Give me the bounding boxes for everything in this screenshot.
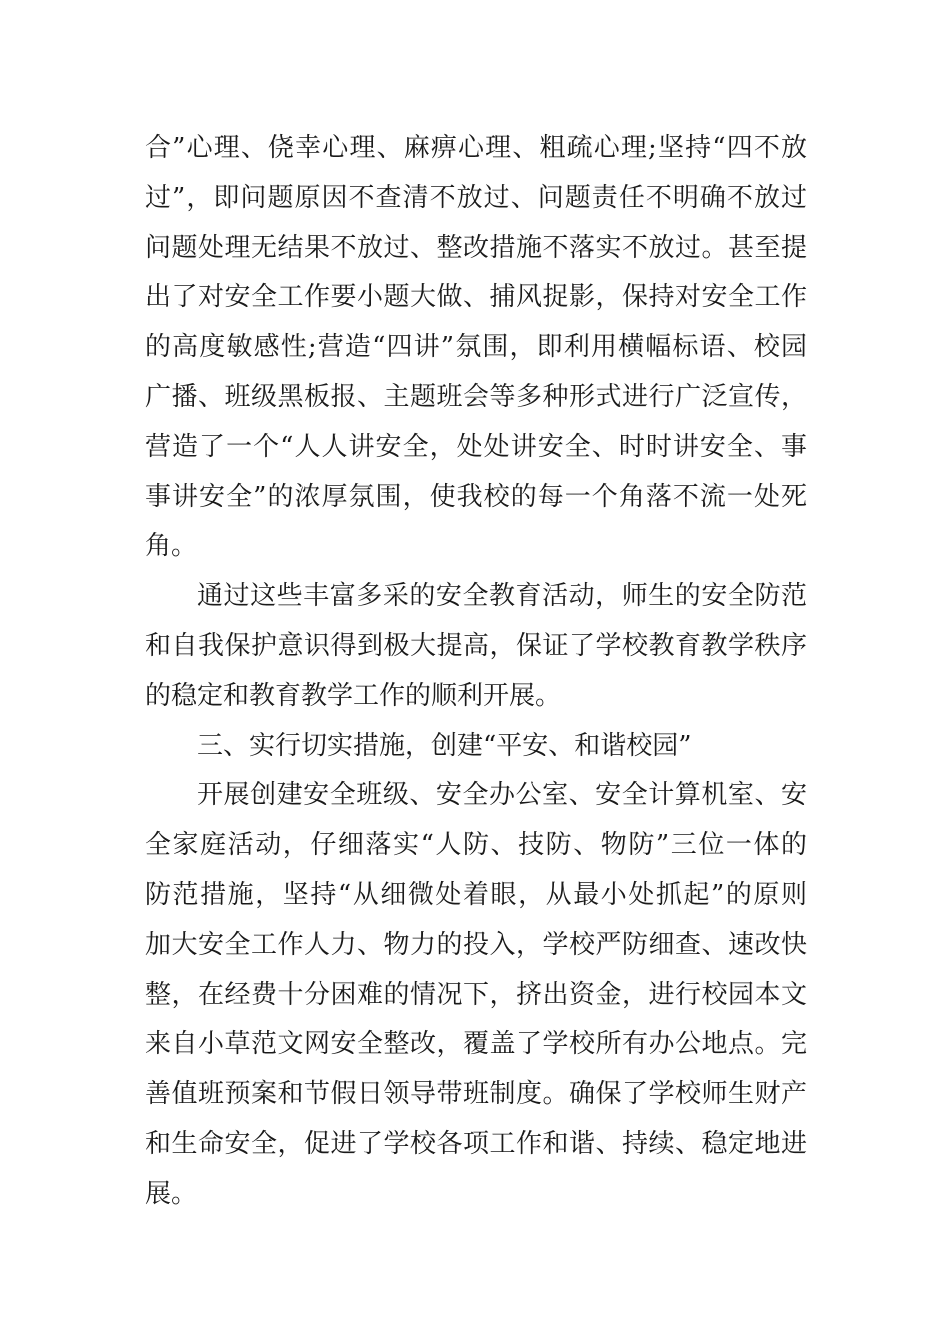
text-line: 问题处理无结果不放过、整改措施不落实不放过。甚至提 (145, 232, 807, 263)
text-line: 合”心理、侥幸心理、麻痹心理、粗疏心理;坚持“四不放 (145, 133, 807, 163)
text-line: 善值班预案和节假日领导带班制度。确保了学校师生财产 (145, 1079, 807, 1110)
text-line: 来自小草范文网安全整改，覆盖了学校所有办公地点。完 (145, 1029, 807, 1060)
text-line: 的稳定和教育教学工作的顺利开展。 (145, 680, 562, 711)
text-line: 过”，即问题原因不查清不放过、问题责任不明确不放过 (145, 182, 807, 213)
text-line: 整，在经费十分困难的情况下，挤出资金，进行校园本文 (145, 979, 807, 1010)
text-line: 事讲安全”的浓厚氛围，使我校的每一个角落不流一处死 (145, 481, 807, 512)
text-line: 全家庭活动，仔细落实“人防、技防、物防”三位一体的 (145, 830, 807, 861)
text-line: 防范措施，坚持“从细微处着眼，从最小处抓起”的原则 (145, 879, 807, 910)
paragraph-safety-awareness (145, 124, 807, 572)
text-line: 角。 (145, 531, 198, 562)
document-body (145, 124, 807, 1220)
text-line: 通过这些丰富多采的安全教育活动，师生的安全防范 (197, 581, 807, 612)
text-line: 和自我保护意识得到极大提高，保证了学校教育教学秩序 (145, 630, 807, 661)
paragraph-education-results (145, 572, 807, 721)
text-line: 出了对安全工作要小题大做、捕风捉影，保持对安全工作 (145, 282, 807, 313)
text-line: 广播、班级黑板报、主题班会等多种形式进行广泛宣传， (145, 381, 807, 412)
text-line: 和生命安全，促进了学校各项工作和谐、持续、稳定地进 (145, 1128, 807, 1159)
text-line: 的高度敏感性;营造“四讲”氛围，即利用横幅标语、校园 (145, 332, 807, 363)
text-line: 营造了一个“人人讲安全，处处讲安全、时时讲安全、事 (145, 431, 807, 462)
text-line: 加大安全工作人力、物力的投入，学校严防细查、速改快 (145, 929, 807, 960)
section-heading-text: 三、实行切实措施，创建“平安、和谐校园” (197, 730, 692, 761)
text-line: 开展创建安全班级、安全办公室、安全计算机室、安 (197, 780, 807, 811)
section-heading-three (145, 722, 807, 772)
paragraph-safety-measures (145, 771, 807, 1219)
text-line: 展。 (145, 1178, 198, 1209)
